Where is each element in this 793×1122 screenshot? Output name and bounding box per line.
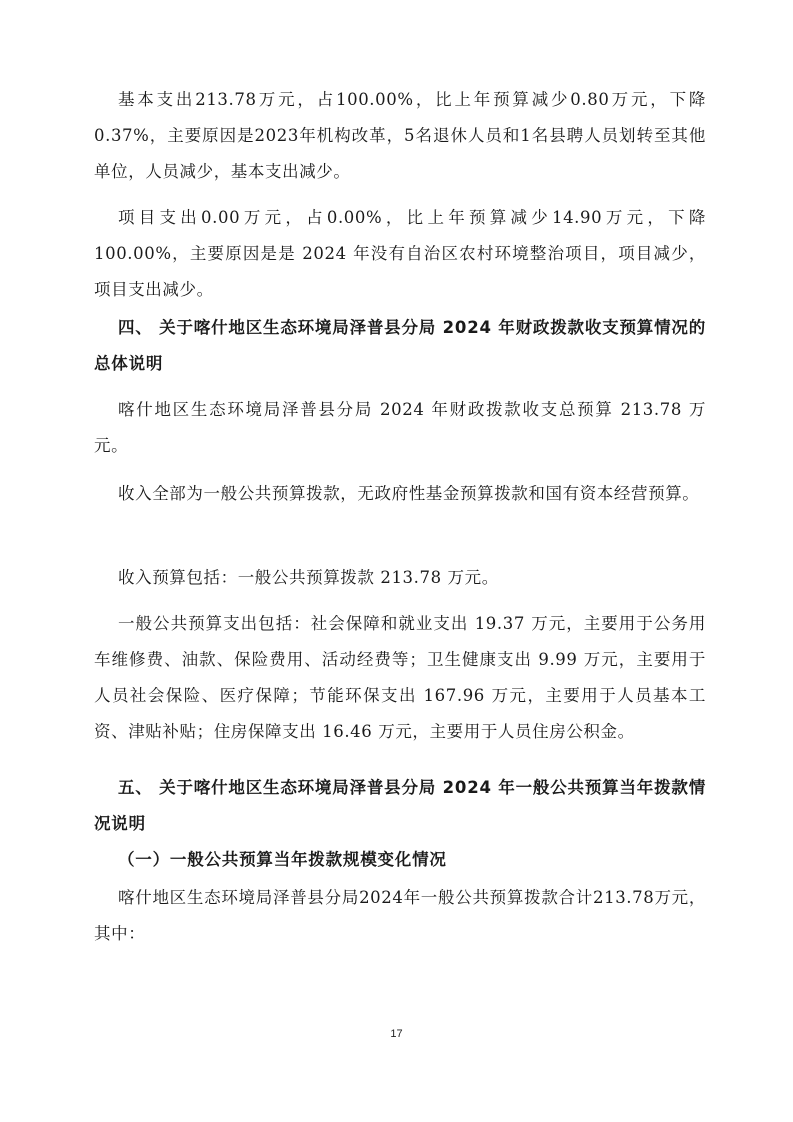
subsection-heading-5-1 bbox=[118, 842, 706, 878]
paragraph-expenditure-breakdown bbox=[94, 606, 706, 750]
paragraph-text: 收入预算包括：一般公共预算拨款 213.78 万元。 bbox=[118, 568, 499, 587]
section-heading-5 bbox=[94, 770, 706, 842]
paragraph-text: 基本支出213.78万元，占100.00%，比上年预算减少0.80万元，下降0.37%，主要原因是2023年机构改革，5名退休人员和1名县聘人员划转至其他单位，人员减少，基本支出减少。 bbox=[94, 90, 706, 181]
page-number: 17 bbox=[390, 1028, 403, 1040]
paragraph-income-budget bbox=[94, 560, 706, 596]
paragraph-text: 喀什地区生态环境局泽普县分局2024年一般公共预算拨款合计213.78万元，其中： bbox=[94, 888, 706, 943]
paragraph-appropriation-total bbox=[94, 880, 706, 952]
paragraph-income-composition bbox=[94, 476, 706, 512]
heading-text: 五、 关于喀什地区生态环境局泽普县分局 2024 年一般公共预算当年拨款情况说明 bbox=[94, 778, 706, 833]
heading-text: 四、 关于喀什地区生态环境局泽普县分局 2024 年财政拨款收支预算情况的总体说明 bbox=[94, 318, 706, 373]
paragraph-total-budget bbox=[94, 392, 706, 464]
paragraph-text: 项目支出0.00万元，占0.00%，比上年预算减少14.90万元，下降100.00%，主要原因是是 2024 年没有自治区农村环境整治项目，项目减少，项目支出减少。 bbox=[94, 208, 706, 299]
paragraph-text: 喀什地区生态环境局泽普县分局 2024 年财政拨款收支总预算 213.78 万元。 bbox=[94, 400, 706, 455]
paragraph-basic-expenditure bbox=[94, 82, 706, 190]
paragraph-text: 一般公共预算支出包括：社会保障和就业支出 19.37 万元，主要用于公务用车维修费、油款、保险费用、活动经费等；卫生健康支出 9.99 万元，主要用于人员社会保险、医疗保障；节能环保支出 167.96 万元，主要用于人员基本工资、津贴补贴；住房保障支出 16.46 万元，主要用于人员住房公积金。 bbox=[94, 614, 706, 741]
subheading-text: （一）一般公共预算当年拨款规模变化情况 bbox=[118, 850, 447, 869]
section-heading-4 bbox=[94, 310, 706, 382]
paragraph-text: 收入全部为一般公共预算拨款，无政府性基金预算拨款和国有资本经营预算。 bbox=[118, 484, 700, 503]
paragraph-project-expenditure bbox=[94, 200, 706, 308]
